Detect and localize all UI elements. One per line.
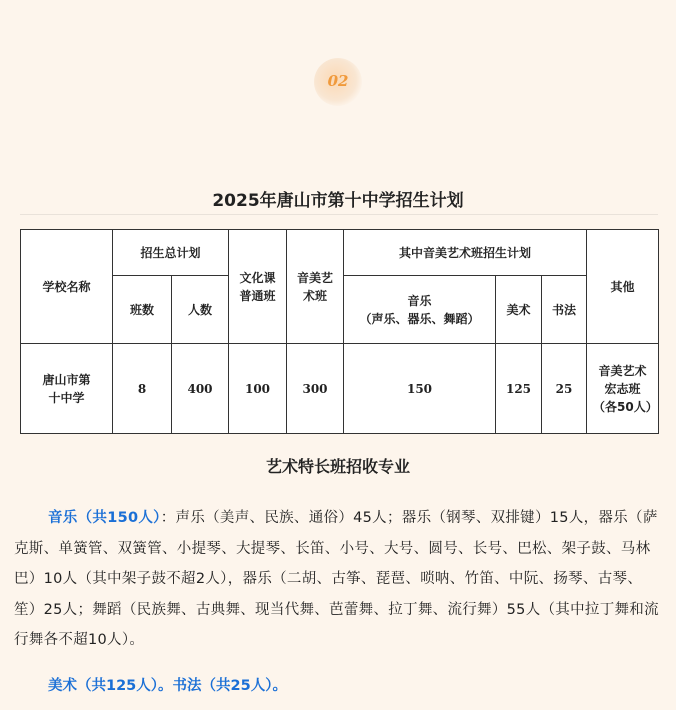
page-title: 2025年唐山市第十中学招生计划 [212, 191, 464, 211]
header-music [344, 276, 496, 344]
cell-fine-art: 125 [496, 344, 542, 434]
header-art-class: 音美艺术班 [287, 230, 344, 344]
header-music-sub: （声乐、器乐、舞蹈） [359, 311, 480, 326]
cell-people: 400 [172, 344, 229, 434]
cell-art: 300 [287, 344, 344, 434]
header-other: 其他 [587, 230, 659, 344]
header-culture-class: 文化课普通班 [229, 230, 287, 344]
header-total-plan: 招生总计划 [113, 230, 229, 276]
cell-music: 150 [344, 344, 496, 434]
header-classes: 班数 [113, 276, 172, 344]
header-fine-art: 美术 [496, 276, 542, 344]
art-calligraphy-paragraph: 美术（共125人）。书法（共25人）。 [48, 678, 287, 694]
section-number: 02 [327, 72, 349, 90]
divider [20, 214, 658, 215]
cell-culture: 100 [229, 344, 287, 434]
music-label: 音乐（共150人） [48, 510, 161, 526]
music-paragraph [14, 503, 664, 656]
header-people: 人数 [172, 276, 229, 344]
section-subtitle: 艺术特长班招收专业 [265, 457, 410, 476]
cell-calligraphy: 25 [542, 344, 587, 434]
header-calligraphy: 书法 [542, 276, 587, 344]
enrollment-plan-table [20, 229, 659, 434]
header-school-name: 学校名称 [21, 230, 113, 344]
music-detail: ：声乐（美声、民族、通俗）45人；器乐（钢琴、双排键）15人，器乐（萨克斯、单簧管、双簧管、小提琴、大提琴、长笛、小号、大号、圆号、长号、巴松、架子鼓、马林巴）10人（其中架子鼓不超2人），器乐（二胡、古筝、琵琶、唢呐、竹笛、中阮、扬琴、古琴、笙）25人；舞蹈（民族舞、古典舞、现当代舞、芭蕾舞、拉丁舞、流行舞）55人（其中拉丁舞和流行舞各不超10人）。 [14, 510, 659, 648]
cell-school: 唐山市第十中学 [21, 344, 113, 434]
header-art-plan: 其中音美艺术班招生计划 [344, 230, 587, 276]
table-row [21, 344, 659, 434]
header-music-label: 音乐 [407, 293, 432, 308]
cell-other: 音美艺术宏志班（各50人） [587, 344, 659, 434]
section-number-badge [314, 58, 362, 106]
cell-classes: 8 [113, 344, 172, 434]
